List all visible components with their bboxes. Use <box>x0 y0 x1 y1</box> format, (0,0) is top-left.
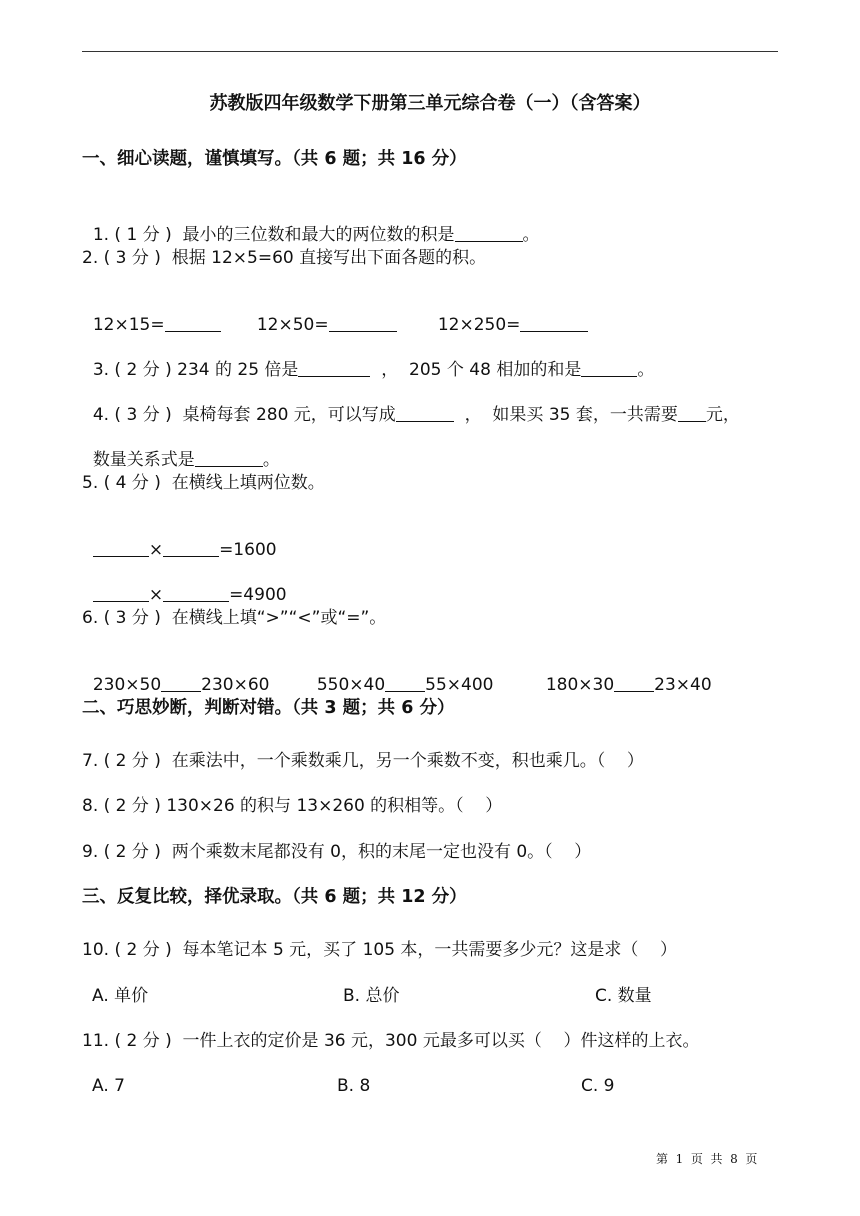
answer-blank[interactable] <box>329 315 397 332</box>
question-9: 9. ( 2 分 ) 两个乘数末尾都没有 0，积的末尾一定也没有 0。（ ） <box>82 842 592 862</box>
option-b[interactable]: B. 总价 <box>343 986 400 1006</box>
page-number: 第 1 页 共 8 页 <box>656 1152 758 1166</box>
question-4 <box>82 382 740 426</box>
answer-blank[interactable] <box>678 405 706 422</box>
question-2-item-c: 12×250= <box>437 315 521 335</box>
question-3 <box>82 337 654 381</box>
question-1-text: 1. ( 1 分 ) 最小的三位数和最大的两位数的积是 <box>92 225 455 245</box>
question-6: 6. ( 3 分 ) 在横线上填“>”“<”或“=”。 <box>82 608 387 628</box>
question-10: 10. ( 2 分 ) 每本笔记本 5 元，买了 105 本，一共需要多少元？这是求（ ） <box>82 940 678 960</box>
question-1 <box>82 202 540 246</box>
answer-blank[interactable] <box>163 540 219 557</box>
question-6-a-left: 230×50 <box>92 675 162 695</box>
option-a[interactable]: A. 7 <box>92 1076 125 1096</box>
page-title: 苏教版四年级数学下册第三单元综合卷（一）（含答案） <box>209 93 651 114</box>
answer-blank[interactable] <box>396 405 454 422</box>
question-7: 7. ( 2 分 ) 在乘法中，一个乘数乘几，另一个乘数不变，积也乘几。（ ） <box>82 751 644 771</box>
question-2-item-a: 12×15= <box>92 315 165 335</box>
question-4-tail: 元， <box>705 405 740 425</box>
answer-blank[interactable] <box>520 315 588 332</box>
section-3-heading: 三、反复比较，择优录取。（共 6 题；共 12 分） <box>82 887 467 907</box>
answer-blank[interactable] <box>455 225 523 242</box>
header-rule <box>82 51 778 52</box>
question-2-item-c-row <box>427 292 588 336</box>
question-4-mid: ， 如果买 35 套，一共需要 <box>453 405 678 425</box>
answer-blank[interactable] <box>93 540 149 557</box>
question-5-times: × <box>148 540 164 560</box>
question-6-c-left: 180×30 <box>545 675 615 695</box>
question-4-line2-tail: 。 <box>262 450 280 470</box>
question-11: 11. ( 2 分 ) 一件上衣的定价是 36 元，300 元最多可以买（ ）件这样的上衣。 <box>82 1031 700 1051</box>
question-6-item-c <box>535 652 712 696</box>
question-2-item-b: 12×50= <box>256 315 329 335</box>
question-6-item-a <box>82 652 269 696</box>
option-a[interactable]: A. 单价 <box>92 986 149 1006</box>
question-6-a-right: 230×60 <box>201 675 270 695</box>
question-5-result-1: =1600 <box>219 540 277 560</box>
question-4-line2 <box>82 427 280 471</box>
question-4-text: 4. ( 3 分 ) 桌椅每套 280 元，可以写成 <box>92 405 396 425</box>
answer-blank[interactable] <box>163 585 229 602</box>
question-8: 8. ( 2 分 ) 130×26 的积与 13×260 的积相等。（ ） <box>82 796 503 816</box>
question-2-item-b-row <box>246 292 397 336</box>
answer-blank[interactable] <box>195 450 263 467</box>
question-5: 5. ( 4 分 ) 在横线上填两位数。 <box>82 473 325 493</box>
question-5-times: × <box>148 585 164 605</box>
answer-blank[interactable] <box>165 315 221 332</box>
section-1-heading: 一、细心读题，谨慎填写。（共 6 题；共 16 分） <box>82 149 467 169</box>
answer-blank[interactable] <box>298 360 370 377</box>
answer-blank[interactable] <box>581 360 637 377</box>
question-3-text: 3. ( 2 分 ) 234 的 25 倍是 <box>92 360 299 380</box>
question-5-row-1 <box>82 517 277 561</box>
answer-blank[interactable] <box>161 675 201 692</box>
section-2-heading: 二、巧思妙断，判断对错。（共 3 题；共 6 分） <box>82 698 455 718</box>
question-3-mid: ， 205 个 48 相加的和是 <box>370 360 582 380</box>
question-6-item-b <box>306 652 493 696</box>
question-6-c-right: 23×40 <box>654 675 712 695</box>
question-2: 2. ( 3 分 ) 根据 12×5=60 直接写出下面各题的积。 <box>82 248 487 268</box>
question-5-row-2 <box>82 562 287 606</box>
question-6-b-left: 550×40 <box>316 675 386 695</box>
question-4-line2-text: 数量关系式是 <box>92 450 195 470</box>
option-b[interactable]: B. 8 <box>337 1076 371 1096</box>
answer-blank[interactable] <box>93 585 149 602</box>
option-c[interactable]: C. 数量 <box>595 986 652 1006</box>
question-5-result-2: =4900 <box>229 585 287 605</box>
question-1-tail: 。 <box>522 225 540 245</box>
question-3-tail: 。 <box>637 360 655 380</box>
answer-blank[interactable] <box>614 675 654 692</box>
question-2-items <box>82 292 221 336</box>
question-6-b-right: 55×400 <box>425 675 494 695</box>
answer-blank[interactable] <box>385 675 425 692</box>
option-c[interactable]: C. 9 <box>581 1076 615 1096</box>
